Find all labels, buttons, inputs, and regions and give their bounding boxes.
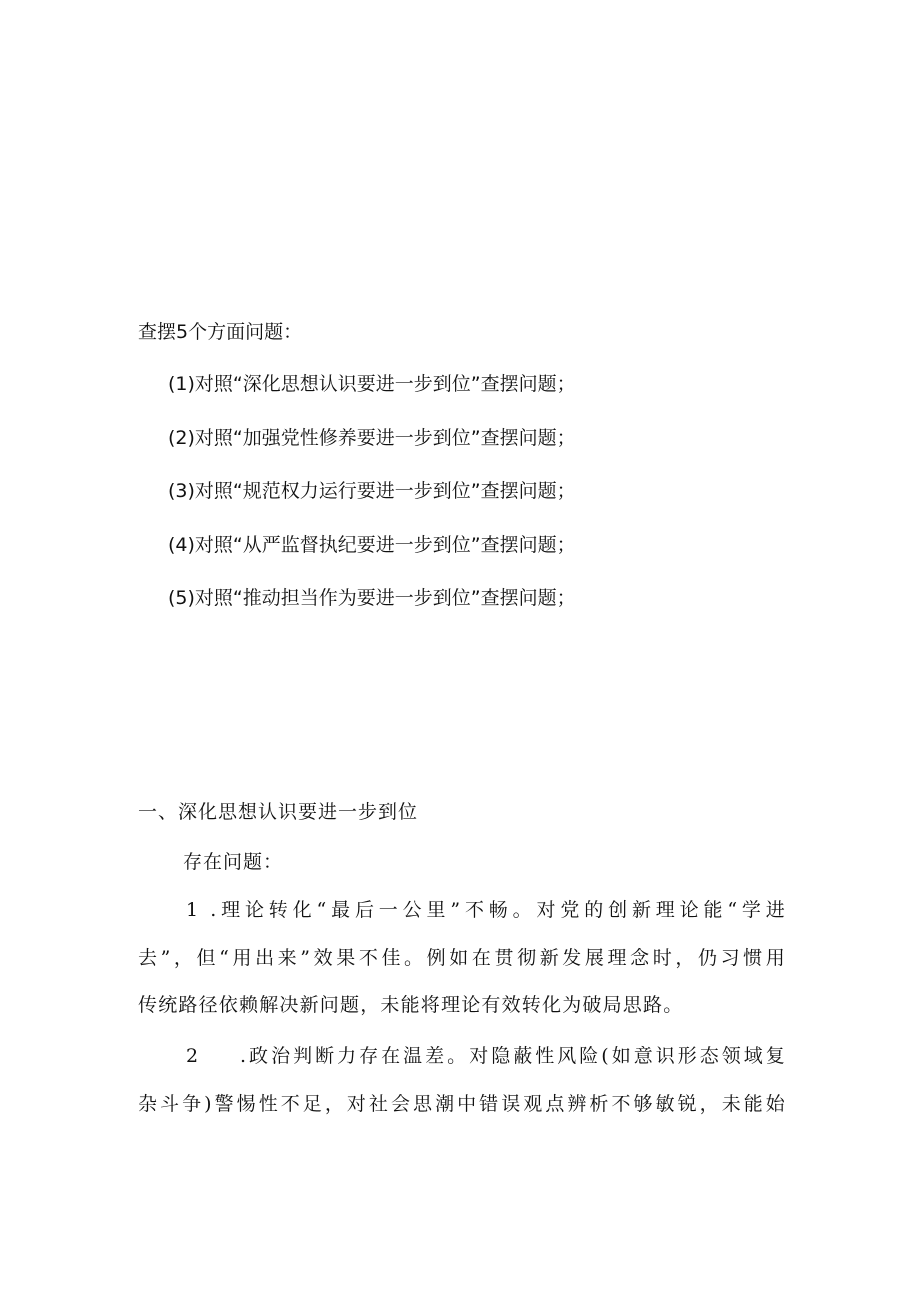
paragraph-point-1	[138, 887, 786, 1030]
paragraph-line: 传统路径依赖解决新问题，未能将理论有效转化为破局思路。	[138, 994, 684, 1016]
paragraph-line	[138, 887, 786, 935]
check-item-1: (1)对照“深化思想认识要进一步到位”查摆问题；	[168, 373, 576, 395]
line-text: .政治判断力存在温差。对隐蔽性风险(如意识形态领域复	[240, 1045, 786, 1067]
section-heading: 一、深化思想认识要进一步到位	[138, 801, 419, 823]
paragraph-point-2	[138, 1033, 786, 1128]
point-number: 1	[186, 899, 200, 921]
check-item-3: (3)对照“规范权力运行要进一步到位”查摆问题；	[168, 480, 576, 502]
point-number: 2	[186, 1045, 200, 1067]
sub-heading: 存在问题：	[183, 851, 284, 873]
paragraph-line: 去”，但“用出来”效果不佳。例如在贯彻新发展理念时，仍习惯用	[138, 946, 786, 969]
intro-text: 查摆5个方面问题：	[138, 321, 303, 343]
check-list	[168, 369, 576, 637]
line-text: .理论转化“最后一公里”不畅。对党的创新理论能“学进	[210, 899, 786, 921]
check-item-4: (4)对照“从严监督执纪要进一步到位”查摆问题；	[168, 533, 576, 556]
check-item-5: (5)对照“推动担当作为要进一步到位”查摆问题；	[168, 587, 576, 609]
check-item-2: (2)对照“加强党性修养要进一步到位”查摆问题；	[168, 426, 576, 449]
paragraph-line: 杂斗争)警惕性不足，对社会思潮中错误观点辨析不够敏锐，未能始	[138, 1092, 786, 1115]
paragraph-line	[138, 1033, 786, 1081]
